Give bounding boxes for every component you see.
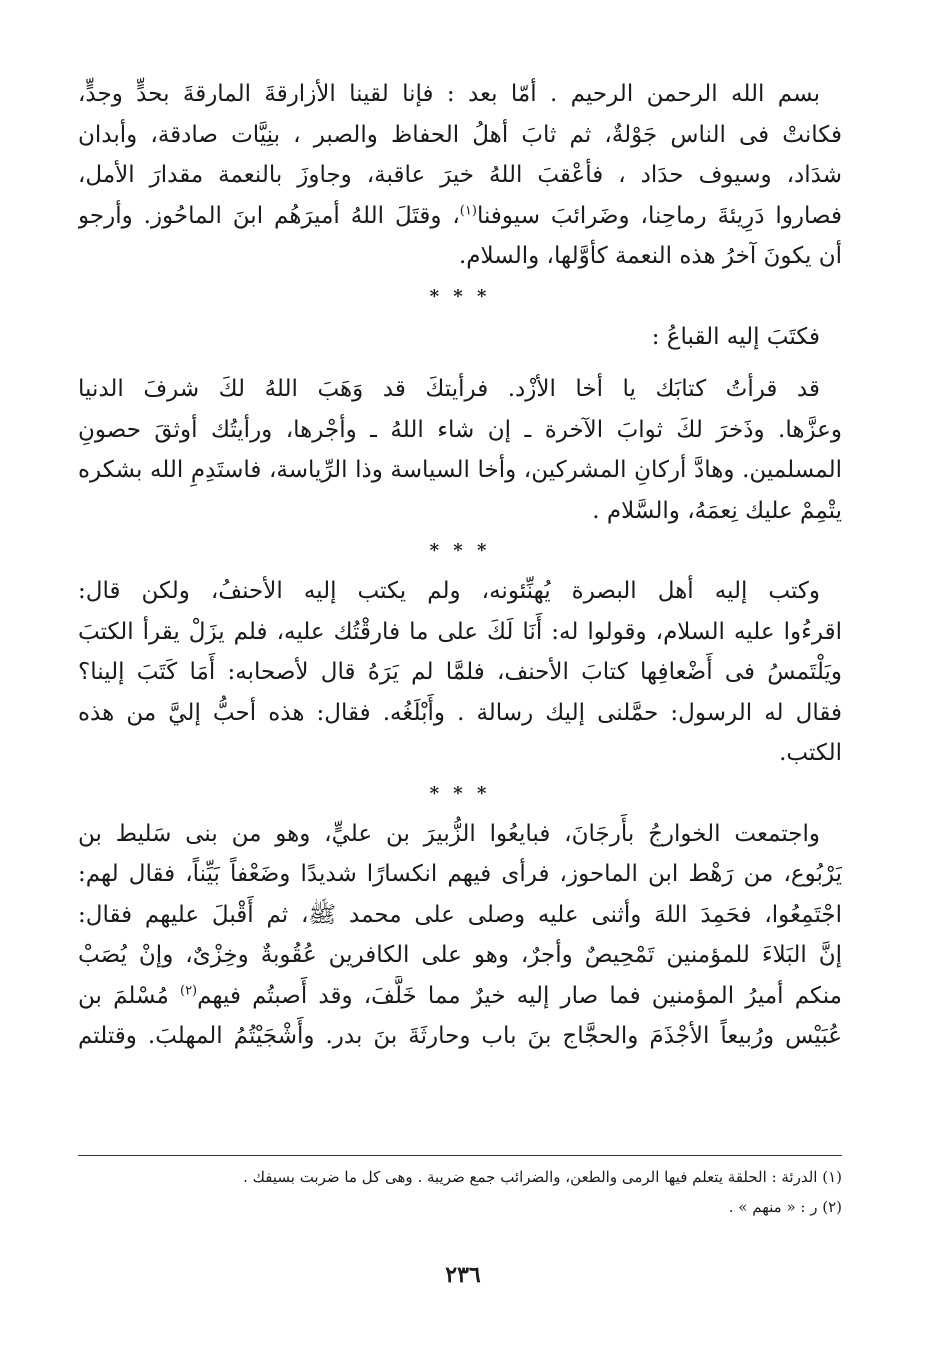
text-line-with-footnote <box>78 196 842 237</box>
text-segment: منكم أميرُ المؤمنين فما صار إليه خيرٌ مما خَلَّفَ، وقد أَصبتُم فيهم <box>197 982 842 1009</box>
text-segment: فصاروا دَرِيئةَ رماحِنا، وضَرائبَ سيوفنا <box>476 202 842 229</box>
text-line: ويَلْتَمسُ فى أَضْعافِها كتابَ الأحنف، فلمَّا لم يَرَهُ قال لأصحابه: أَمَا كَتَبَ إلينا؟ <box>78 659 842 685</box>
text-line: الكتب. <box>779 740 842 766</box>
text-line: واجتمعت الخوارجُ بأَرجَانَ، فبايعُوا الزُّبيرَ بن عليٍّ، وهو من بنى سَليط بن <box>78 820 820 847</box>
page-number: ٢٣٦ <box>445 1262 481 1288</box>
paragraph-letter-muhallab <box>78 74 842 277</box>
text-line: وكتب إليه أهل البصرة يُهنِّئونه، ولم يكتب إليه الأحنفُ، ولكن قال: <box>78 578 820 604</box>
text-segment: ، وقتَلَ اللهُ أميرَهُم ابنَ الماحُوز. وأرجو <box>78 202 460 229</box>
text-line: اقرءُوا عليه السلام، وقولوا له: أَنَا لَكَ على ما فارقْتُك عليه، فلم يزَلْ يقرأ الكتبَ <box>78 618 842 645</box>
text-line: وعزَّها. وذَخرَ لكَ ثوابَ الآخرة ـ إن شاء اللهُ ـ وأجْرها، ورأيتُك أوثقَ حصونِ <box>78 416 842 443</box>
text-line: المسلمين. وهادَّ أركانِ المشركين، وأخا السياسة وذا الرِّياسة، فاستَدِمِ الله بشكره <box>78 457 842 483</box>
footnote-ref-2: (٢) <box>179 982 198 998</box>
text-line-with-footnote <box>78 976 842 1017</box>
text-line: يتْمِمْ عليك نِعمَهُ، والسَّلام . <box>592 497 842 524</box>
text-segment: مُسْلمَ بن <box>78 982 180 1009</box>
text-line: قد قرأتُ كتابَك يا أخا الأزْد. فرأيتكَ قد وَهَبَ اللهُ لكَ شرفَ الدنيا <box>78 376 820 402</box>
footnote-2: (٢) ر : « منهم » . <box>728 1198 842 1216</box>
text-line: يَرْبُوع، من رَهْط ابن الماحوز، فرأى فيهم انكسارًا شديدًا وضَعْفاً بَيِّناً، فقال لهم: <box>78 861 842 887</box>
text-line: اجْتَمِعُوا، فحَمِدَ اللهَ وأثنى عليه وصلى على محمد ﷺ، ثم أَقْبلَ عليهم فقال: <box>78 901 842 928</box>
paragraph-basra-letters <box>78 571 842 774</box>
section-separator: * * * <box>429 285 491 307</box>
section-heading: فكتَبَ إليه القباعُ : <box>651 323 820 350</box>
footnotes <box>78 1162 842 1222</box>
paragraph-qubba-reply <box>78 369 842 531</box>
footnote-1: (١) الدرئة : الحلقة يتعلم فيها الرمى والطعن، والضرائب جمع ضريبة . وهى كل ما ضربت بسيفك . <box>243 1168 842 1186</box>
text-line: أن يكونَ آخرُ هذه النعمة كأوَّلها، والسلام. <box>458 243 842 269</box>
text-line: فكانتْ فى الناس جَوْلةٌ، ثم ثابَ أهلُ الحفاظ والصبر ، بنِيَّات صادقة، وأبدان <box>78 121 842 148</box>
paragraph-khawarij <box>78 814 842 1057</box>
section-separator: * * * <box>429 782 491 804</box>
text-line: بسم الله الرحمن الرحيم . أمّا بعد : فإنا لقينا الأزارقةَ المارقةَ بحدٍّ وجدٍّ، <box>78 81 820 107</box>
footnote-divider <box>78 1155 842 1156</box>
section-separator: * * * <box>429 540 491 561</box>
page-body <box>78 74 842 1057</box>
text-line: عُبَيْس ورُبيعاً الأجْذَمَ والحجَّاج بنَ باب وحارثَةَ بنَ بدر. وأَشْجَيْتُمُ المهلبَ. وقتلتم <box>78 1023 842 1049</box>
footnote-ref-1: (١) <box>459 202 477 218</box>
text-line: شدَاد، وسيوف حدَاد ، فأعْقبَ اللهُ خيرَ عاقبة، وجاوزَ بالنعمة مقدارَ الأمل، <box>78 162 842 188</box>
text-line: فقال له الرسول: حمَّلنى إليك رسالة . وأَبْلَغُه. فقال: هذه أحبُّ إليَّ من هذه <box>78 699 842 726</box>
text-line: إنَّ البَلاءَ للمؤمنين تَمْحِيصٌ وأجرٌ، وهو على الكافرين عُقُوبةٌ وخِزْىٌ، وإنْ يُصَبْ <box>78 942 842 968</box>
